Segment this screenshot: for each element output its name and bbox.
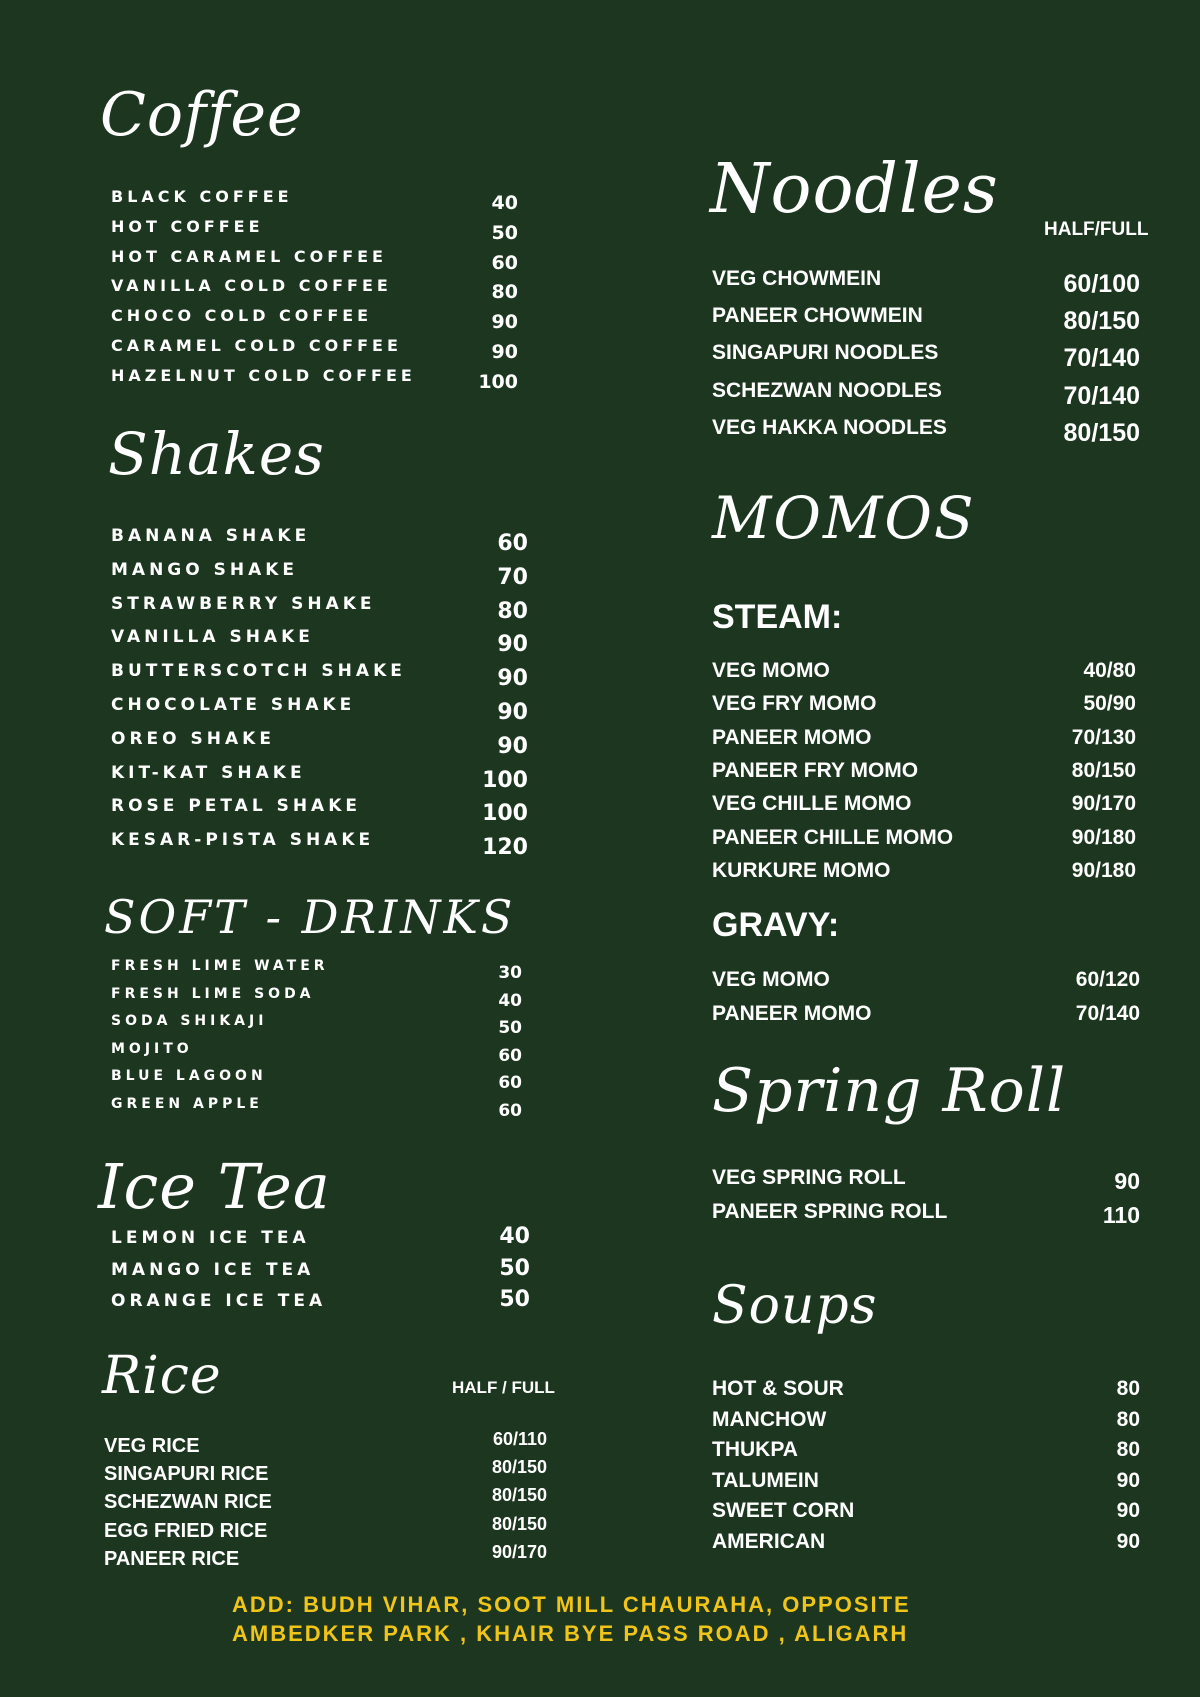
- menu-item-price: 70/140: [1063, 344, 1140, 373]
- menu-item-name: FRESH LIME WATER: [111, 958, 329, 974]
- menu-item-price: 60/120: [1075, 968, 1140, 991]
- menu-item-price: 80: [1116, 1377, 1140, 1400]
- menu-item-price: 90: [1114, 1168, 1140, 1194]
- menu-item-name: CARAMEL COLD COFFEE: [111, 336, 402, 355]
- gravy-label: GRAVY:: [712, 906, 840, 944]
- menu-item-price: 60: [498, 1073, 522, 1093]
- menu-item-name: BLUE LAGOON: [111, 1068, 267, 1084]
- menu-item-name: VEG MOMO: [712, 968, 830, 991]
- menu-item-name: PANEER CHOWMEIN: [712, 304, 923, 328]
- menu-item-price: 60: [497, 531, 528, 556]
- menu-item-price: 90/170: [1071, 792, 1136, 816]
- soft-drinks-title: SOFT - DRINKS: [104, 890, 516, 944]
- menu-item-name: KURKURE MOMO: [712, 858, 891, 882]
- address-block: [232, 1590, 992, 1648]
- menu-item-price: 40/80: [1083, 659, 1136, 682]
- menu-item-name: GREEN APPLE: [111, 1095, 263, 1112]
- menu-item-name: MANGO SHAKE: [111, 559, 299, 580]
- menu-item-name: VEG CHOWMEIN: [712, 267, 882, 290]
- menu-item-price: 90: [497, 632, 528, 658]
- menu-item-name: TALUMEIN: [712, 1468, 819, 1492]
- menu-item-name: CHOCO COLD COFFEE: [111, 306, 373, 326]
- menu-item-name: SINGAPURI NOODLES: [712, 341, 939, 365]
- menu-item-name: LEMON ICE TEA: [111, 1228, 310, 1248]
- menu-item-name: SINGAPURI RICE: [104, 1463, 269, 1486]
- menu-item-price: 90: [497, 700, 528, 725]
- menu-item-name: AMERICAN: [712, 1529, 826, 1553]
- menu-item-price: 80/150: [491, 1513, 547, 1534]
- menu-item-name: ORANGE ICE TEA: [111, 1291, 327, 1311]
- rice-title: Rice: [102, 1346, 222, 1406]
- menu-item-price: 120: [482, 835, 528, 861]
- menu-item-name: CHOCOLATE SHAKE: [111, 695, 356, 715]
- menu-item-price: 30: [498, 963, 522, 983]
- menu-item-price: 60: [498, 1100, 522, 1121]
- menu-item-name: MOJITO: [111, 1040, 193, 1057]
- menu-item-name: BANANA SHAKE: [111, 526, 311, 546]
- menu-item-name: KESAR-PISTA SHAKE: [111, 830, 375, 851]
- shakes-title: Shakes: [108, 420, 325, 488]
- menu-item-price: 40: [498, 990, 522, 1011]
- coffee-title: Coffee: [100, 80, 304, 150]
- menu-item-price: 90: [497, 733, 528, 759]
- menu-item-price: 90: [497, 666, 528, 692]
- menu-item-name: BUTTERSCOTCH SHAKE: [111, 661, 406, 682]
- menu-item-name: VEG CHILLE MOMO: [712, 792, 912, 816]
- menu-item-price: 90: [1116, 1529, 1140, 1553]
- menu-item-name: HOT & SOUR: [712, 1377, 844, 1400]
- menu-item-name: SCHEZWAN NOODLES: [712, 378, 942, 402]
- menu-item-price: 60: [498, 1045, 522, 1066]
- menu-item-price: 40: [499, 1224, 530, 1249]
- menu-item-name: VEG RICE: [104, 1435, 200, 1457]
- menu-item-name: OREO SHAKE: [111, 728, 275, 749]
- menu-item-name: PANEER CHILLE MOMO: [712, 825, 954, 849]
- menu-item-name: VEG FRY MOMO: [712, 692, 877, 716]
- menu-item-name: BLACK COFFEE: [111, 187, 293, 206]
- menu-item-name: HAZELNUT COLD COFFEE: [111, 365, 416, 385]
- menu-item-name: PANEER RICE: [104, 1547, 240, 1570]
- menu-item-name: KIT-KAT SHAKE: [111, 762, 306, 783]
- menu-item-price: 50: [499, 1255, 530, 1281]
- noodles-title: Noodles: [710, 150, 999, 229]
- menu-item-name: MANGO ICE TEA: [111, 1259, 315, 1280]
- menu-item-name: HOT CARAMEL COFFEE: [111, 246, 387, 266]
- menu-item-name: SWEET CORN: [712, 1499, 855, 1522]
- menu-item-name: VANILLA COLD COFFEE: [111, 276, 392, 296]
- menu-item-name: PANEER FRY MOMO: [712, 758, 919, 782]
- menu-item-price: 100: [482, 767, 528, 793]
- ice-tea-title: Ice Tea: [98, 1150, 331, 1223]
- menu-item-price: 50/90: [1083, 692, 1136, 716]
- menu-item-price: 60: [491, 251, 518, 274]
- menu-item-name: SODA SHIKAJI: [111, 1013, 268, 1029]
- menu-item-name: VEG MOMO: [712, 659, 830, 682]
- menu-item-price: 90/180: [1071, 858, 1136, 882]
- menu-item-name: PANEER MOMO: [712, 1002, 872, 1025]
- menu-item-name: VEG SPRING ROLL: [712, 1166, 906, 1189]
- address-line-2: AMBEDKER PARK , KHAIR BYE PASS ROAD , ALIGARH: [232, 1621, 909, 1646]
- menu-item-name: PANEER MOMO: [712, 725, 872, 749]
- menu-item-name: SCHEZWAN RICE: [104, 1491, 272, 1514]
- address-line-1: ADD: BUDH VIHAR, SOOT MILL CHAURAHA, OPPOSITE: [232, 1592, 911, 1617]
- menu-item-price: 80: [1116, 1438, 1140, 1461]
- menu-item-price: 40: [491, 192, 518, 214]
- menu-item-name: THUKPA: [712, 1438, 798, 1461]
- menu-item-name: STRAWBERRY SHAKE: [111, 593, 376, 614]
- menu-item-price: 80/150: [1063, 418, 1140, 447]
- menu-item-price: 80: [491, 281, 518, 304]
- menu-item-price: 70/140: [1063, 381, 1140, 410]
- momos-title: MOMOS: [712, 484, 976, 552]
- menu-item-price: 90/170: [491, 1541, 547, 1562]
- rice-half-full-header: HALF / FULL: [452, 1378, 555, 1397]
- menu-item-price: 110: [1102, 1202, 1140, 1228]
- menu-item-price: 60/100: [1063, 270, 1140, 298]
- menu-item-name: VANILLA SHAKE: [111, 627, 314, 648]
- menu-item-price: 80/150: [1071, 758, 1136, 782]
- menu-item-name: FRESH LIME SODA: [111, 985, 315, 1002]
- menu-item-price: 90: [1116, 1468, 1140, 1492]
- menu-item-price: 80/150: [491, 1485, 547, 1506]
- soups-title: Soups: [712, 1276, 878, 1336]
- menu-item-name: PANEER SPRING ROLL: [712, 1200, 948, 1223]
- menu-item-name: HOT COFFEE: [111, 216, 264, 236]
- menu-item-name: EGG FRIED RICE: [104, 1519, 268, 1542]
- menu-item-price: 50: [491, 221, 518, 244]
- menu-item-price: 80/150: [1063, 307, 1140, 336]
- menu-item-price: 90/180: [1071, 825, 1136, 849]
- spring-roll-title: Spring Roll: [712, 1056, 1067, 1126]
- menu-item-name: VEG HAKKA NOODLES: [712, 415, 947, 439]
- noodles-half-full-header: HALF/FULL: [1044, 219, 1149, 240]
- menu-item-name: ROSE PETAL SHAKE: [111, 796, 361, 817]
- menu-item-price: 70/140: [1075, 1002, 1140, 1025]
- menu-item-price: 100: [482, 801, 528, 827]
- menu-item-price: 70: [497, 564, 528, 590]
- menu-item-price: 70/130: [1071, 725, 1136, 749]
- menu-item-price: 50: [498, 1018, 522, 1038]
- menu-item-price: 90: [491, 311, 518, 334]
- menu-item-price: 90: [491, 341, 518, 363]
- menu-item-price: 90: [1116, 1499, 1140, 1522]
- menu-item-name: MANCHOW: [712, 1407, 827, 1431]
- menu-item-price: 100: [478, 370, 518, 393]
- menu-item-price: 80: [497, 598, 528, 624]
- menu-item-price: 60/110: [492, 1429, 547, 1449]
- menu-item-price: 80/150: [491, 1457, 547, 1478]
- steam-label: STEAM:: [712, 598, 843, 636]
- menu-item-price: 50: [499, 1287, 530, 1312]
- menu-item-price: 80: [1116, 1407, 1140, 1431]
